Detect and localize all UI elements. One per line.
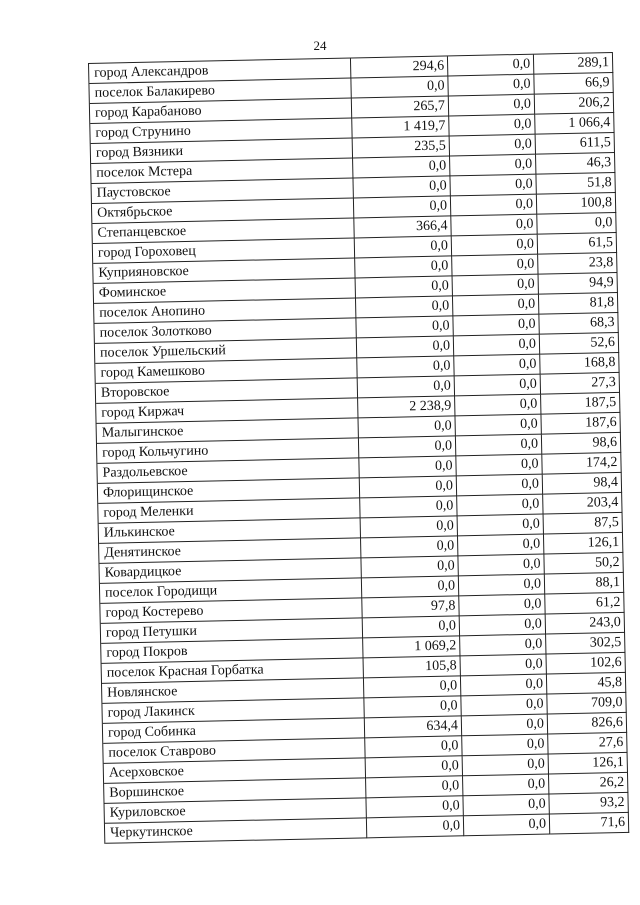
cell-value-3: 102,6: [546, 653, 625, 675]
cell-value-3: 187,6: [541, 413, 620, 435]
cell-value-1: 0,0: [361, 516, 458, 538]
cell-value-2: 0,0: [456, 455, 542, 477]
cell-value-2: 0,0: [455, 395, 541, 417]
cell-value-2: 0,0: [454, 335, 540, 357]
cell-name: поселок Анопино: [94, 298, 356, 323]
cell-value-1: 0,0: [359, 456, 456, 478]
cell-value-1: 105,8: [364, 656, 461, 678]
cell-value-3: 98,4: [543, 473, 622, 495]
cell-name: поселок Уршельский: [95, 338, 357, 363]
cell-value-2: 0,0: [460, 615, 546, 637]
cell-value-1: 0,0: [356, 316, 453, 338]
cell-value-2: 0,0: [464, 814, 550, 836]
cell-name: город Камешково: [95, 358, 357, 383]
cell-value-2: 0,0: [459, 595, 545, 617]
cell-value-3: 23,8: [538, 253, 617, 275]
cell-value-3: 52,6: [540, 333, 619, 355]
cell-name: Малыгинское: [97, 418, 359, 443]
cell-value-3: 94,9: [539, 273, 618, 295]
cell-value-1: 0,0: [353, 156, 450, 178]
cell-value-1: 0,0: [363, 616, 460, 638]
cell-value-2: 0,0: [448, 75, 534, 97]
cell-name: поселок Золотково: [94, 318, 356, 343]
cell-name: город Меленки: [98, 498, 360, 523]
cell-value-1: 235,5: [353, 136, 450, 158]
cell-name: город Вязники: [91, 138, 353, 163]
cell-name: город Александров: [89, 58, 351, 83]
cell-name: Асерховское: [104, 758, 366, 783]
cell-name: поселок Мстера: [91, 158, 353, 183]
cell-name: город Петушки: [101, 618, 363, 643]
cell-value-1: 0,0: [361, 556, 458, 578]
cell-value-3: 50,2: [544, 553, 623, 575]
cell-value-1: 0,0: [354, 196, 451, 218]
cell-value-2: 0,0: [463, 755, 549, 777]
cell-name: город Собинка: [103, 718, 365, 743]
cell-value-2: 0,0: [457, 495, 543, 517]
cell-value-2: 0,0: [461, 655, 547, 677]
cell-value-1: 366,4: [354, 216, 451, 238]
cell-value-1: 0,0: [358, 376, 455, 398]
cell-value-1: 0,0: [351, 76, 448, 98]
cell-name: Новлянское: [102, 678, 364, 703]
cell-value-3: 168,8: [540, 353, 619, 375]
cell-name: город Кольчугино: [97, 438, 359, 463]
cell-value-2: 0,0: [458, 535, 544, 557]
cell-value-2: 0,0: [450, 155, 536, 177]
cell-name: Флорищинское: [98, 478, 360, 503]
cell-value-3: 45,8: [547, 673, 626, 695]
cell-value-3: 71,6: [550, 813, 629, 835]
cell-value-1: 0,0: [360, 496, 457, 518]
cell-value-1: 265,7: [352, 96, 449, 118]
cell-value-3: 126,1: [544, 533, 623, 555]
cell-value-2: 0,0: [449, 115, 535, 137]
cell-name: Денятинское: [99, 538, 361, 563]
cell-name: Ковардицкое: [99, 558, 361, 583]
cell-name: город Покров: [101, 638, 363, 663]
cell-value-1: 0,0: [362, 576, 459, 598]
cell-value-3: 61,5: [538, 233, 617, 255]
cell-value-3: 187,5: [541, 393, 620, 415]
cell-value-2: 0,0: [461, 675, 547, 697]
cell-value-3: 27,6: [548, 733, 627, 755]
cell-name: поселок Красная Горбатка: [102, 658, 364, 683]
cell-value-1: 0,0: [365, 736, 462, 758]
cell-value-3: 126,1: [549, 753, 628, 775]
cell-value-1: 0,0: [356, 296, 453, 318]
cell-value-3: 203,4: [543, 493, 622, 515]
cell-value-3: 68,3: [539, 313, 618, 335]
cell-value-2: 0,0: [460, 635, 546, 657]
cell-value-3: 289,1: [534, 53, 613, 75]
cell-value-3: 26,2: [549, 773, 628, 795]
cell-value-2: 0,0: [453, 315, 539, 337]
cell-value-1: 634,4: [365, 716, 462, 738]
cell-name: Второвское: [96, 378, 358, 403]
cell-value-1: 0,0: [359, 416, 456, 438]
cell-value-3: 98,6: [542, 433, 621, 455]
cell-value-3: 46,3: [536, 153, 615, 175]
cell-name: Октябрьское: [92, 198, 354, 223]
cell-value-3: 0,0: [537, 213, 616, 235]
cell-value-2: 0,0: [459, 575, 545, 597]
cell-name: Куприяновское: [93, 258, 355, 283]
cell-value-3: 61,2: [545, 593, 624, 615]
cell-name: Раздольевское: [97, 458, 359, 483]
cell-value-2: 0,0: [463, 775, 549, 797]
cell-value-3: 302,5: [546, 633, 625, 655]
cell-value-3: 66,9: [534, 73, 613, 95]
cell-value-3: 1 066,4: [535, 113, 614, 135]
page-number: 24: [313, 38, 327, 53]
cell-value-2: 0,0: [450, 175, 536, 197]
cell-name: город Киржач: [96, 398, 358, 423]
cell-value-3: 243,0: [546, 613, 625, 635]
cell-value-3: 174,2: [542, 453, 621, 475]
cell-value-2: 0,0: [449, 95, 535, 117]
cell-value-2: 0,0: [455, 375, 541, 397]
cell-value-1: 97,8: [362, 596, 459, 618]
cell-value-1: 1 419,7: [352, 116, 449, 138]
cell-value-1: 0,0: [364, 696, 461, 718]
cell-name: Фоминское: [94, 278, 356, 303]
cell-value-1: 0,0: [361, 536, 458, 558]
cell-value-3: 87,5: [544, 513, 623, 535]
cell-value-2: 0,0: [462, 715, 548, 737]
cell-value-3: 100,8: [537, 193, 616, 215]
cell-value-3: 88,1: [545, 573, 624, 595]
cell-value-2: 0,0: [451, 195, 537, 217]
cell-value-2: 0,0: [452, 235, 538, 257]
data-table: [88, 52, 629, 844]
cell-value-2: 0,0: [461, 695, 547, 717]
cell-value-3: 93,2: [549, 793, 628, 815]
cell-value-2: 0,0: [463, 794, 549, 816]
cell-name: Воршинское: [104, 778, 366, 803]
cell-value-3: 27,3: [541, 373, 620, 395]
cell-value-1: 0,0: [355, 256, 452, 278]
cell-value-1: 0,0: [357, 356, 454, 378]
cell-name: город Костерево: [100, 598, 362, 623]
cell-value-2: 0,0: [452, 255, 538, 277]
cell-name: поселок Ставрово: [103, 738, 365, 763]
cell-name: Куриловское: [105, 798, 367, 823]
cell-value-2: 0,0: [453, 295, 539, 317]
cell-value-1: 0,0: [366, 756, 463, 778]
cell-value-1: 0,0: [355, 236, 452, 258]
cell-value-2: 0,0: [450, 135, 536, 157]
cell-value-1: 0,0: [366, 776, 463, 798]
cell-name: город Струнино: [90, 118, 352, 143]
cell-name: город Карабаново: [90, 98, 352, 123]
cell-value-1: 0,0: [359, 436, 456, 458]
cell-value-3: 81,8: [539, 293, 618, 315]
cell-name: Степанцевское: [92, 218, 354, 243]
cell-value-2: 0,0: [456, 435, 542, 457]
cell-name: поселок Балакирево: [89, 78, 351, 103]
cell-value-1: 0,0: [364, 676, 461, 698]
cell-value-2: 0,0: [451, 215, 537, 237]
cell-name: поселок Городищи: [100, 578, 362, 603]
cell-name: город Гороховец: [93, 238, 355, 263]
cell-value-1: 0,0: [353, 176, 450, 198]
cell-value-3: 611,5: [536, 133, 615, 155]
cell-value-1: 1 069,2: [363, 636, 460, 658]
cell-value-1: 0,0: [366, 796, 463, 818]
cell-name: Черкутинское: [105, 818, 367, 843]
cell-name: Паустовское: [92, 178, 354, 203]
cell-value-1: 0,0: [357, 336, 454, 358]
cell-value-1: 294,6: [351, 56, 448, 78]
cell-value-3: 51,8: [536, 173, 615, 195]
cell-value-1: 2 238,9: [358, 396, 455, 418]
cell-value-3: 709,0: [547, 693, 626, 715]
cell-value-2: 0,0: [455, 415, 541, 437]
cell-value-3: 206,2: [535, 93, 614, 115]
cell-value-2: 0,0: [462, 735, 548, 757]
cell-value-2: 0,0: [454, 355, 540, 377]
cell-value-2: 0,0: [457, 475, 543, 497]
cell-value-2: 0,0: [448, 55, 534, 77]
cell-value-2: 0,0: [458, 515, 544, 537]
cell-value-1: 0,0: [356, 276, 453, 298]
cell-value-1: 0,0: [360, 476, 457, 498]
cell-name: город Лакинск: [102, 698, 364, 723]
cell-value-3: 826,6: [548, 713, 627, 735]
cell-value-2: 0,0: [453, 275, 539, 297]
cell-value-1: 0,0: [367, 816, 464, 838]
cell-value-2: 0,0: [458, 555, 544, 577]
cell-name: Илькинское: [99, 518, 361, 543]
